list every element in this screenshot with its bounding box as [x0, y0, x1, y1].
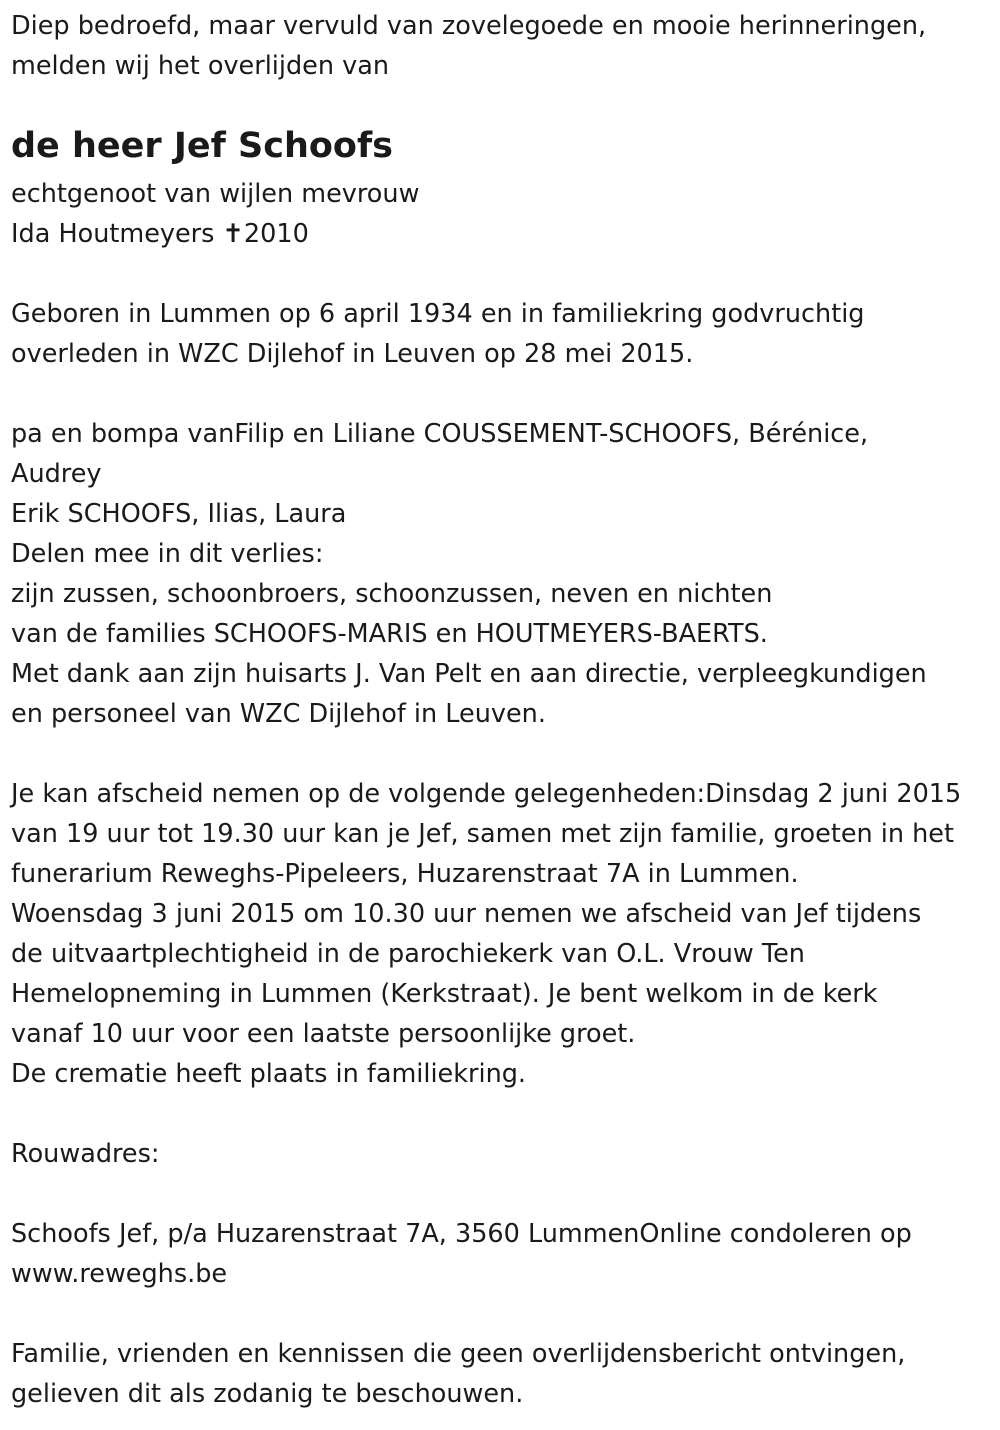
address-line-1: Schoofs Jef, p/a Huzarenstraat 7A, 3560 LummenOnline condoleren op — [11, 1219, 912, 1249]
intro-line-1: Diep bedroefd, maar vervuld van zovelegoede en mooie herinneringen, — [11, 11, 927, 41]
spouse-line-1: echtgenoot van wijlen mevrouw — [11, 179, 420, 209]
farewell-line-2: van 19 uur tot 19.30 uur kan je Jef, samen met zijn familie, groeten in het — [11, 819, 954, 849]
farewell-line-7: vanaf 10 uur voor een laatste persoonlijke groet. — [11, 1019, 636, 1049]
family-line-3: Erik SCHOOFS, Ilias, Laura — [11, 499, 347, 529]
farewell-line-8: De crematie heeft plaats in familiekring. — [11, 1059, 527, 1089]
family-line-5: zijn zussen, schoonbroers, schoonzussen, neven en nichten — [11, 579, 773, 609]
birth-death-line-1: Geboren in Lummen op 6 april 1934 en in familiekring godvruchtig — [11, 299, 865, 329]
farewell-line-6: Hemelopneming in Lummen (Kerkstraat). Je bent welkom in de kerk — [11, 979, 878, 1009]
address-label: Rouwadres: — [11, 1139, 160, 1169]
spouse-line-2: Ida Houtmeyers ✝2010 — [11, 219, 309, 249]
family-line-6: van de families SCHOOFS-MARIS en HOUTMEYERS-BAERTS. — [11, 619, 768, 649]
family-line-7: Met dank aan zijn huisarts J. Van Pelt en aan directie, verpleegkundigen — [11, 659, 927, 689]
closing-line-2: gelieven dit als zodanig te beschouwen. — [11, 1379, 524, 1409]
deceased-name: de heer Jef Schoofs — [11, 126, 394, 166]
farewell-line-4: Woensdag 3 juni 2015 om 10.30 uur nemen we afscheid van Jef tijdens — [11, 899, 922, 929]
family-line-8: en personeel van WZC Dijlehof in Leuven. — [11, 699, 546, 729]
intro-line-2: melden wij het overlijden van — [11, 51, 389, 81]
farewell-line-5: de uitvaartplechtigheid in de parochiekerk van O.L. Vrouw Ten — [11, 939, 805, 969]
family-line-1: pa en bompa vanFilip en Liliane COUSSEMENT-SCHOOFS, Bérénice, — [11, 419, 869, 449]
birth-death-line-2: overleden in WZC Dijlehof in Leuven op 28 mei 2015. — [11, 339, 694, 369]
farewell-line-1: Je kan afscheid nemen op de volgende gelegenheden:Dinsdag 2 juni 2015 — [11, 779, 962, 809]
closing-line-1: Familie, vrienden en kennissen die geen overlijdensbericht ontvingen, — [11, 1339, 906, 1369]
farewell-line-3: funerarium Reweghs-Pipeleers, Huzarenstraat 7A in Lummen. — [11, 859, 799, 889]
family-line-4: Delen mee in dit verlies: — [11, 539, 324, 569]
family-line-2: Audrey — [11, 459, 102, 489]
address-line-2: www.reweghs.be — [11, 1259, 228, 1289]
